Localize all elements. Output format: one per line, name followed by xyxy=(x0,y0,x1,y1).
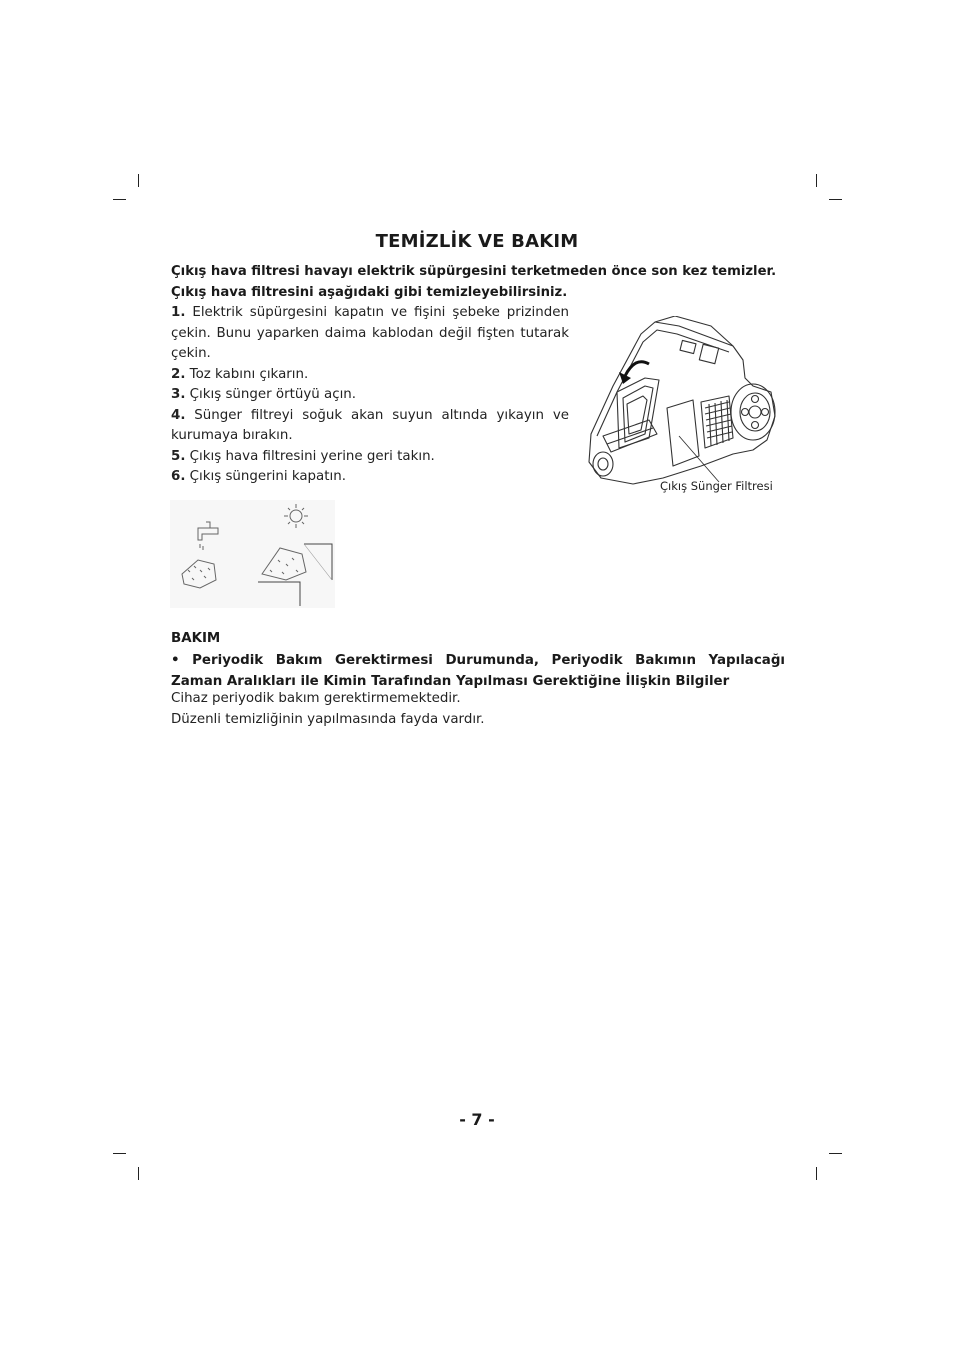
cleaning-steps-list xyxy=(171,303,569,488)
step-text: Çıkış süngerini kapatın. xyxy=(189,469,346,484)
step-text: Elektrik süpürgesini kapatın ve fişini şebeke prizinden çekin. Bunu yaparken daima kablodan değil fişten tutarak çekin. xyxy=(171,305,569,361)
step-text: Sünger filtreyi soğuk akan suyun altında yıkayın ve kurumaya bırakın. xyxy=(171,407,569,443)
step-number: 2. xyxy=(171,366,186,382)
crop-mark xyxy=(113,199,126,200)
crop-mark xyxy=(829,199,842,200)
step-item xyxy=(171,303,569,365)
filter-washing-drying-illustration xyxy=(170,500,335,608)
intro-line: Çıkış hava filtresi havayı elektrik süpürgesini terketmeden önce son kez temizler. xyxy=(171,264,777,279)
vacuum-cleaner-illustration xyxy=(583,316,783,492)
step-text: Çıkış sünger örtüyü açın. xyxy=(189,387,357,402)
crop-mark xyxy=(829,1153,842,1154)
crop-mark xyxy=(816,1167,817,1180)
maintenance-bullet: • Periyodik Bakım Gerektirmesi Durumunda, Periyodik Bakımın Yapılacağı Zaman Aralıkları ile Kimin Tarafından Yapılması Gerektiğine İlişkin Bilgiler xyxy=(171,653,785,689)
step-number: 4. xyxy=(171,407,186,423)
page-number: - 7 - xyxy=(459,1110,495,1129)
step-item xyxy=(171,467,569,488)
step-number: 5. xyxy=(171,448,186,464)
figure-caption: Çıkış Sünger Filtresi xyxy=(660,479,773,493)
page-title: TEMİZLİK VE BAKIM xyxy=(375,231,579,252)
crop-mark xyxy=(113,1153,126,1154)
step-text: Çıkış hava filtresini yerine geri takın. xyxy=(189,448,435,464)
step-number: 6. xyxy=(171,469,186,484)
step-item xyxy=(171,385,569,406)
maintenance-text: Cihaz periyodik bakım gerektirmemektedir. xyxy=(171,691,461,706)
crop-mark xyxy=(816,174,817,187)
crop-mark xyxy=(138,174,139,187)
step-item xyxy=(171,365,569,386)
step-number: 3. xyxy=(171,387,186,402)
step-item xyxy=(171,447,569,468)
maintenance-heading: BAKIM xyxy=(171,631,221,646)
maintenance-text: Düzenli temizliğinin yapılmasında fayda vardır. xyxy=(171,712,485,727)
step-number: 1. xyxy=(171,305,186,320)
intro-line: Çıkış hava filtresini aşağıdaki gibi temizleyebilirsiniz. xyxy=(171,284,568,300)
crop-mark xyxy=(138,1167,139,1180)
step-text: Toz kabını çıkarın. xyxy=(189,366,309,382)
intro-text xyxy=(171,262,786,303)
step-item xyxy=(171,406,569,447)
